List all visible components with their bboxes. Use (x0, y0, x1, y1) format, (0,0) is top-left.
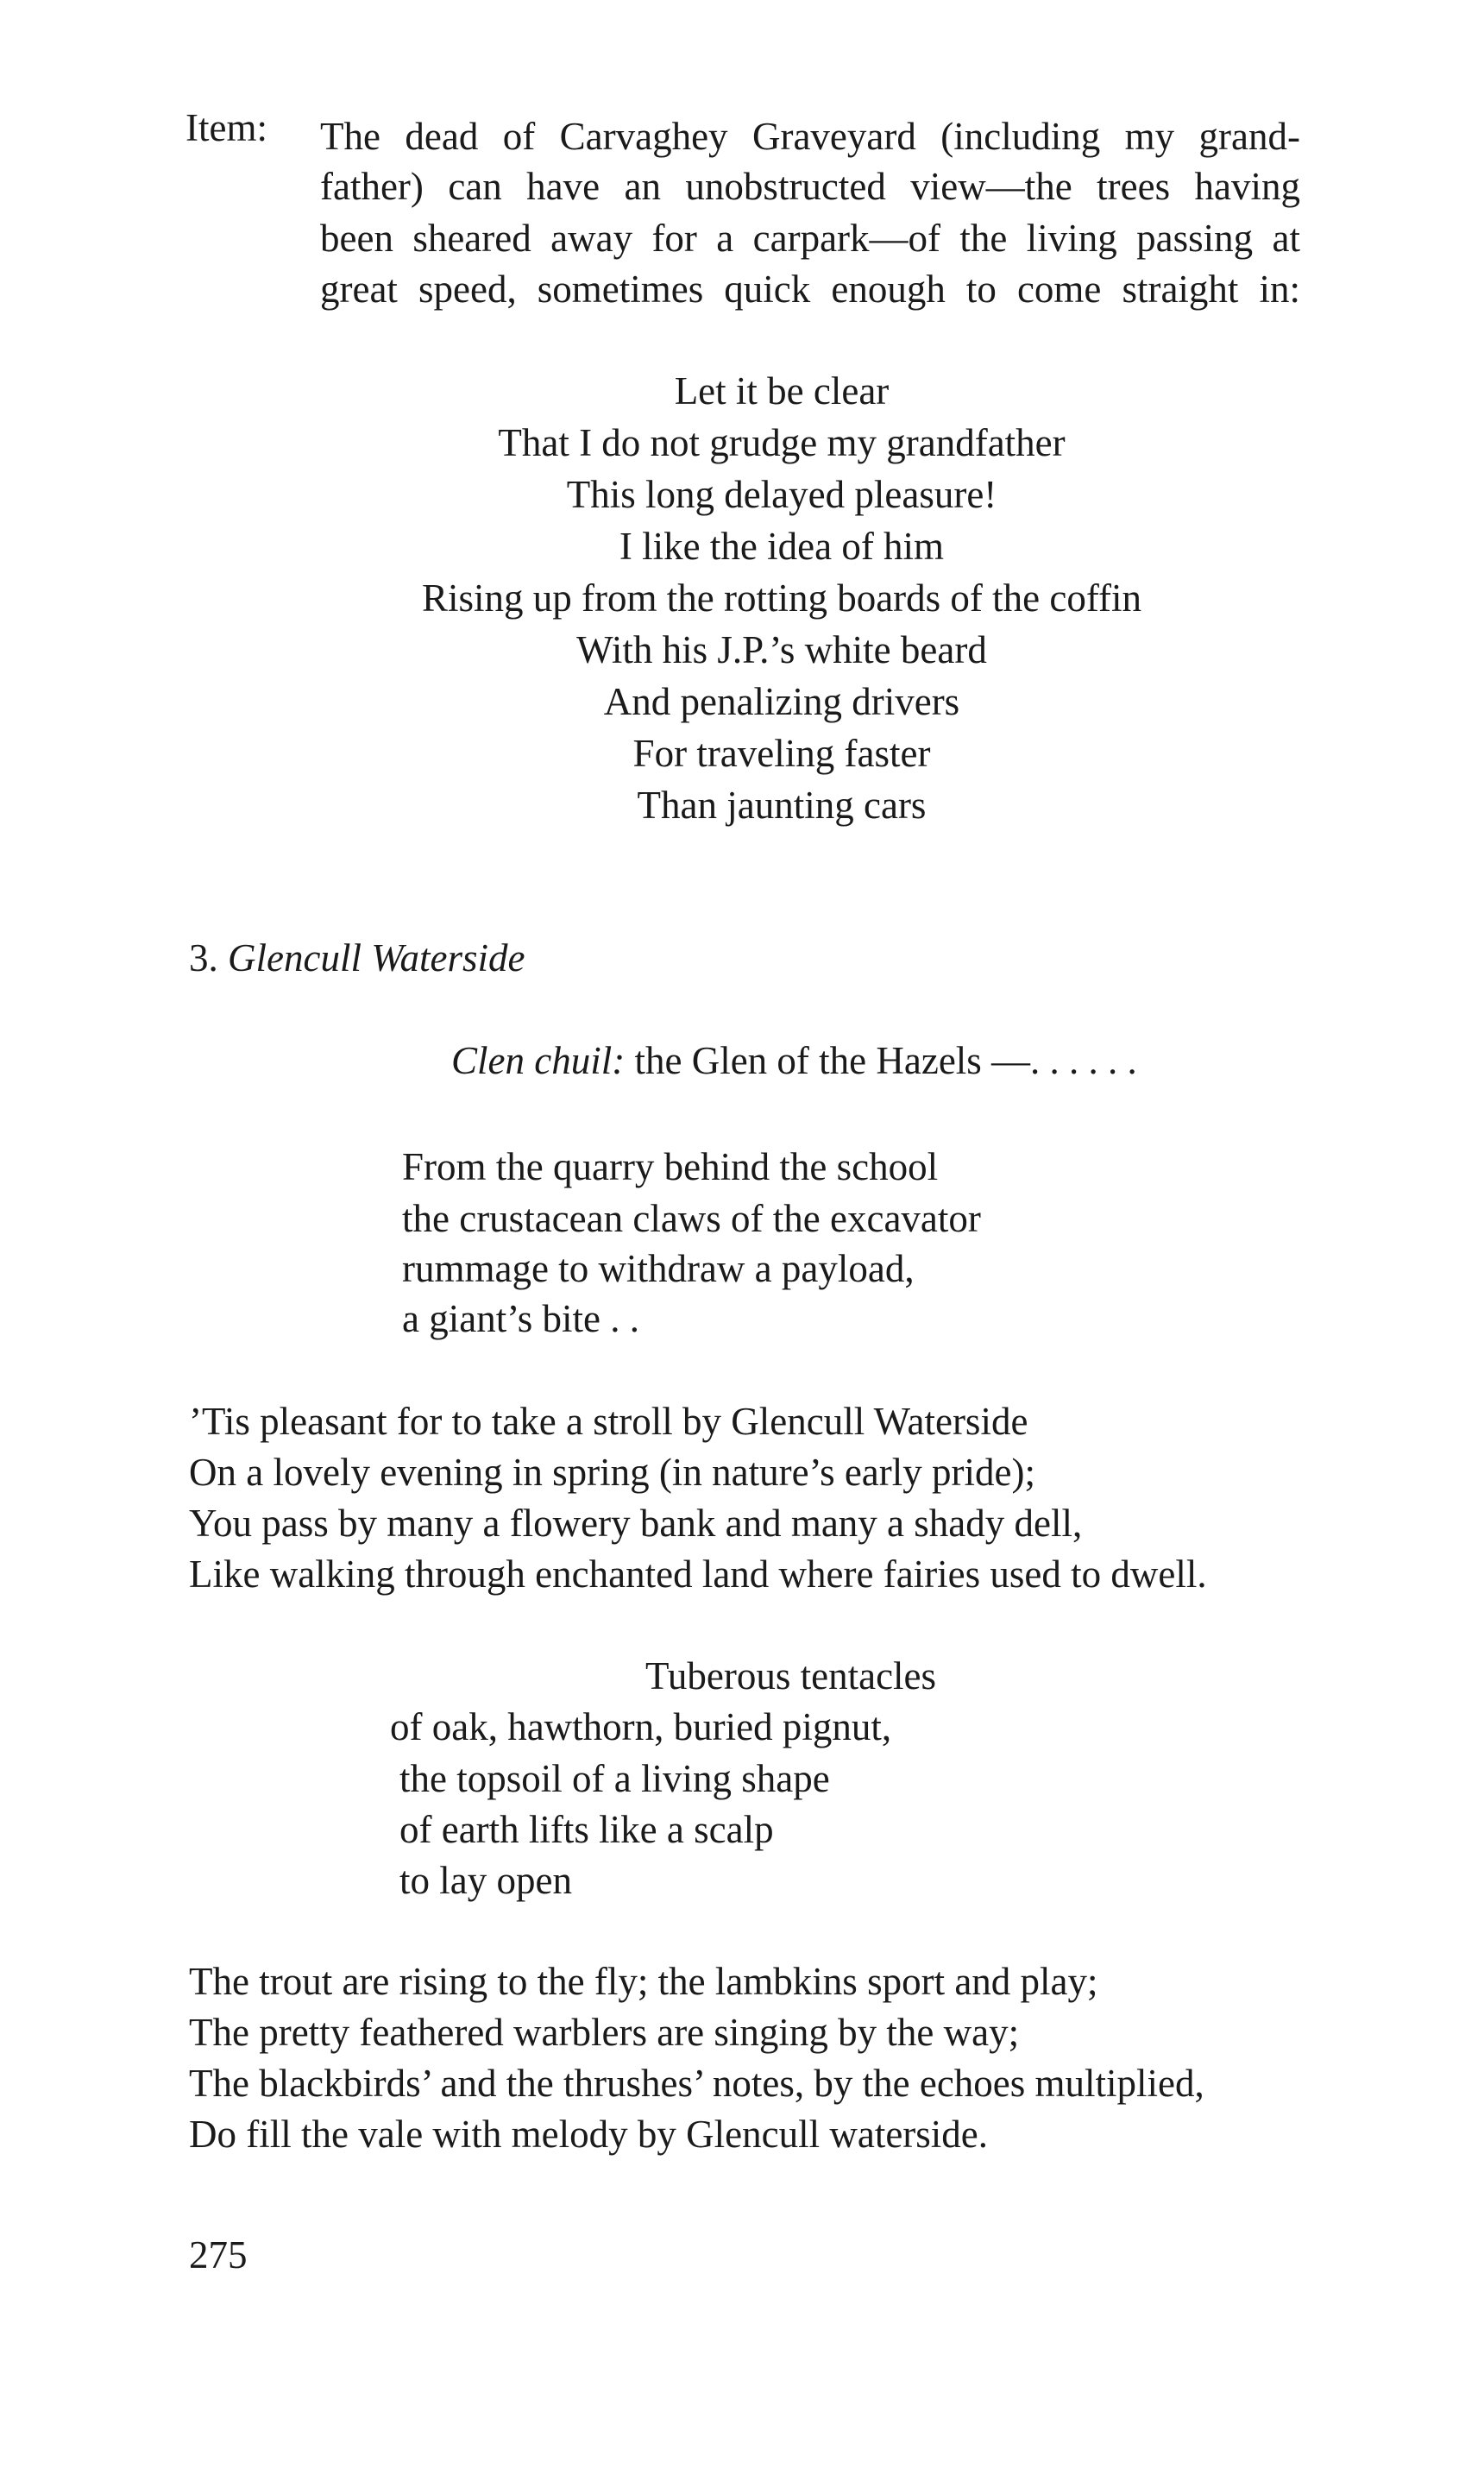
stanza-line: of oak, hawthorn, buried pignut, (390, 1705, 892, 1748)
ballad-line: The blackbirds’ and the thrushes’ notes, by the echoes multiplied, (189, 2062, 1204, 2105)
stanza-line: Tuberous tentacles (645, 1654, 937, 1697)
poem-line: Rising up from the rotting boards of the coffin (421, 576, 1142, 620)
section-heading (189, 932, 525, 984)
stanza-line: of earth lifts like a scalp (399, 1808, 774, 1851)
poem-line: And penalizing drivers (603, 680, 960, 723)
section-title: Glencull Waterside (228, 936, 525, 979)
poem-line: Let it be clear (674, 369, 890, 413)
poem-line: That I do not grudge my grandfather (498, 421, 1066, 464)
ballad-line: The pretty feathered warblers are singing by the way; (189, 2011, 1020, 2054)
epigraph (451, 1035, 1137, 1086)
poem-line: For traveling faster (632, 732, 931, 775)
poem-line: With his J.P.’s white beard (576, 628, 987, 671)
item-label: Item: (186, 106, 267, 149)
ballad-line: Like walking through enchanted land where fairies used to dwell. (189, 1553, 1207, 1596)
ballad-line: Do fill the vale with melody by Glencull waterside. (189, 2113, 989, 2156)
page-number: 275 (189, 2233, 248, 2277)
stanza-line: the crustacean claws of the excavator (402, 1197, 981, 1240)
item-line: father) can have an unobstructed view—the trees having (320, 165, 1300, 208)
poem-line: Than jaunting cars (637, 784, 927, 827)
ballad-line: On a lovely evening in spring (in nature’s early pride); (189, 1451, 1035, 1494)
stanza-line: From the quarry behind the school (402, 1145, 939, 1188)
item-line: The dead of Carvaghey Graveyard (including my grand- (320, 115, 1300, 158)
epigraph-italic: Clen chuil: (451, 1039, 626, 1082)
ballad-line: ’Tis pleasant for to take a stroll by Glencull Waterside (189, 1400, 1028, 1443)
ballad-line: The trout are rising to the fly; the lambkins sport and play; (189, 1960, 1098, 2003)
ballad-line: You pass by many a flowery bank and many a shady dell, (189, 1502, 1083, 1545)
section-number: 3. (189, 936, 218, 979)
stanza-line: rummage to withdraw a payload, (402, 1247, 915, 1290)
poem-line: This long delayed pleasure! (566, 473, 997, 516)
item-line: been sheared away for a carpark—of the living passing at (320, 217, 1300, 260)
stanza-line: a giant’s bite . . (402, 1297, 639, 1340)
stanza-line: the topsoil of a living shape (399, 1757, 830, 1800)
poem-line: I like the idea of him (619, 525, 945, 568)
stanza-line: to lay open (399, 1859, 572, 1902)
epigraph-rest: the Glen of the Hazels —. . . . . . (625, 1039, 1137, 1082)
item-line: great speed, sometimes quick enough to come straight in: (320, 268, 1300, 311)
